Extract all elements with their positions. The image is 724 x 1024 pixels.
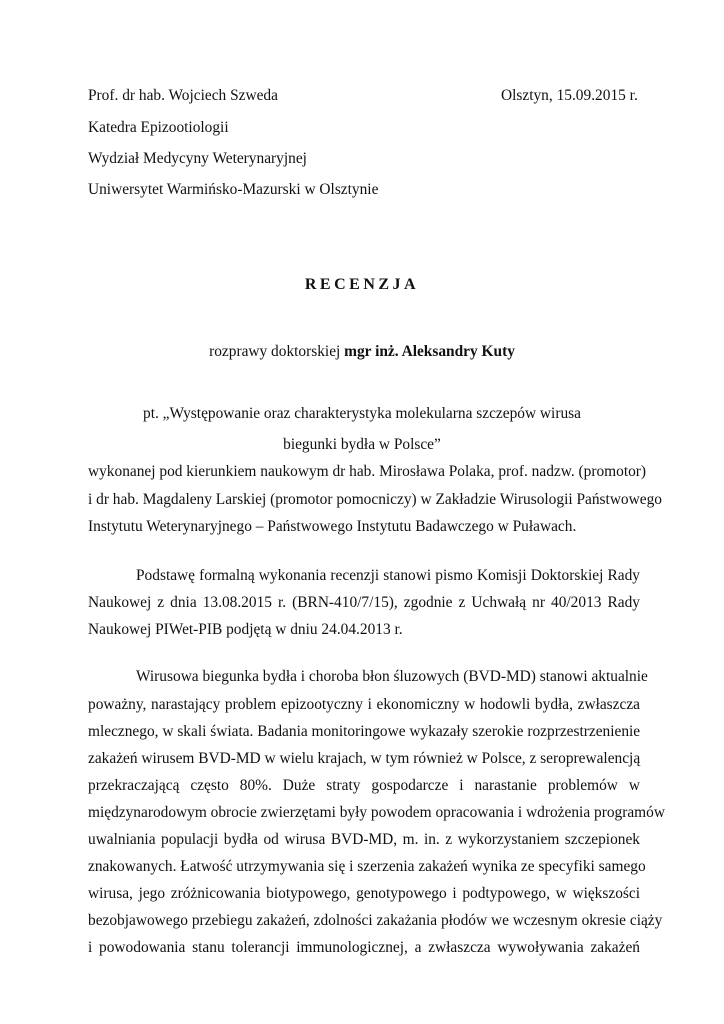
thesis-prefix: rozprawy doktorskiej	[209, 343, 345, 360]
body-line: znakowanych. Łatwość utrzymywania się i szerzenia zakażeń wynika ze specyfiki samego	[88, 858, 646, 875]
document-title: RECENZJA	[304, 276, 420, 293]
thesis-line	[0, 342, 724, 362]
place-date: Olsztyn, 15.09.2015 r.	[501, 87, 638, 104]
thesis-title-line-1: pt. „Występowanie oraz charakterystyka molekularna szczepów wirusa	[143, 405, 581, 422]
body-line: przekraczającą często 80%. Duże straty gospodarcze i narastanie problemów w	[88, 777, 640, 794]
basis-line: Naukowej z dnia 13.08.2015 r. (BRN-410/7/15), zgodnie z Uchwałą nr 40/2013 Rady	[88, 594, 640, 611]
body-line: międzynarodowym obrocie zwierzętami były powodem opracowania i wdrożenia programów	[88, 804, 665, 821]
body-line: poważny, narastający problem epizootyczny i ekonomiczny w hodowli bydła, zwłaszcza	[88, 696, 640, 713]
body-line: zakażeń wirusem BVD-MD w wielu krajach, w tym również w Polsce, z seroprewalencją	[88, 750, 641, 767]
university-name: Uniwersytet Warmińsko-Mazurski w Olsztynie	[88, 181, 379, 198]
basis-line: Podstawę formalną wykonania recenzji stanowi pismo Komisji Doktorskiej Rady	[136, 567, 640, 584]
author-name: Prof. dr hab. Wojciech Szweda	[88, 87, 278, 104]
body-line: bezobjawowego przebiegu zakażeń, zdolności zakażania płodów we wczesnym okresie ciąży	[88, 912, 663, 929]
body-line: i powodowania stanu tolerancji immunologicznej, a zwłaszcza wywoływania zakażeń	[88, 939, 640, 956]
basis-line: Naukowej PIWet-PIB podjętą w dniu 24.04.2013 r.	[88, 621, 403, 638]
department-name: Katedra Epizootiologii	[88, 119, 229, 136]
thesis-title-line-2: biegunki bydła w Polsce”	[283, 436, 441, 453]
body-line: wirusa, jego zróżnicowania biotypowego, genotypowego i podtypowego, w większości	[88, 885, 640, 902]
body-line: uwalniania populacji bydła od wirusa BVD-MD, m. in. z wykorzystaniem szczepionek	[88, 831, 640, 848]
supervision-line: i dr hab. Magdaleny Larskiej (promotor pomocniczy) w Zakładzie Wirusologii Państwowego	[88, 491, 662, 508]
body-line: Wirusowa biegunka bydła i choroba błon śluzowych (BVD-MD) stanowi aktualnie	[136, 668, 648, 685]
body-line: mlecznego, w skali świata. Badania monitoringowe wykazały szerokie rozprzestrzenienie	[88, 723, 641, 740]
candidate-name: mgr inż. Aleksandry Kuty	[344, 343, 515, 360]
faculty-name: Wydział Medycyny Weterynaryjnej	[88, 150, 307, 167]
supervision-line: wykonanej pod kierunkiem naukowym dr hab. Mirosława Polaka, prof. nadzw. (promotor)	[88, 463, 647, 480]
supervision-line: Instytutu Weterynaryjnego – Państwowego Instytutu Badawczego w Puławach.	[88, 518, 577, 535]
